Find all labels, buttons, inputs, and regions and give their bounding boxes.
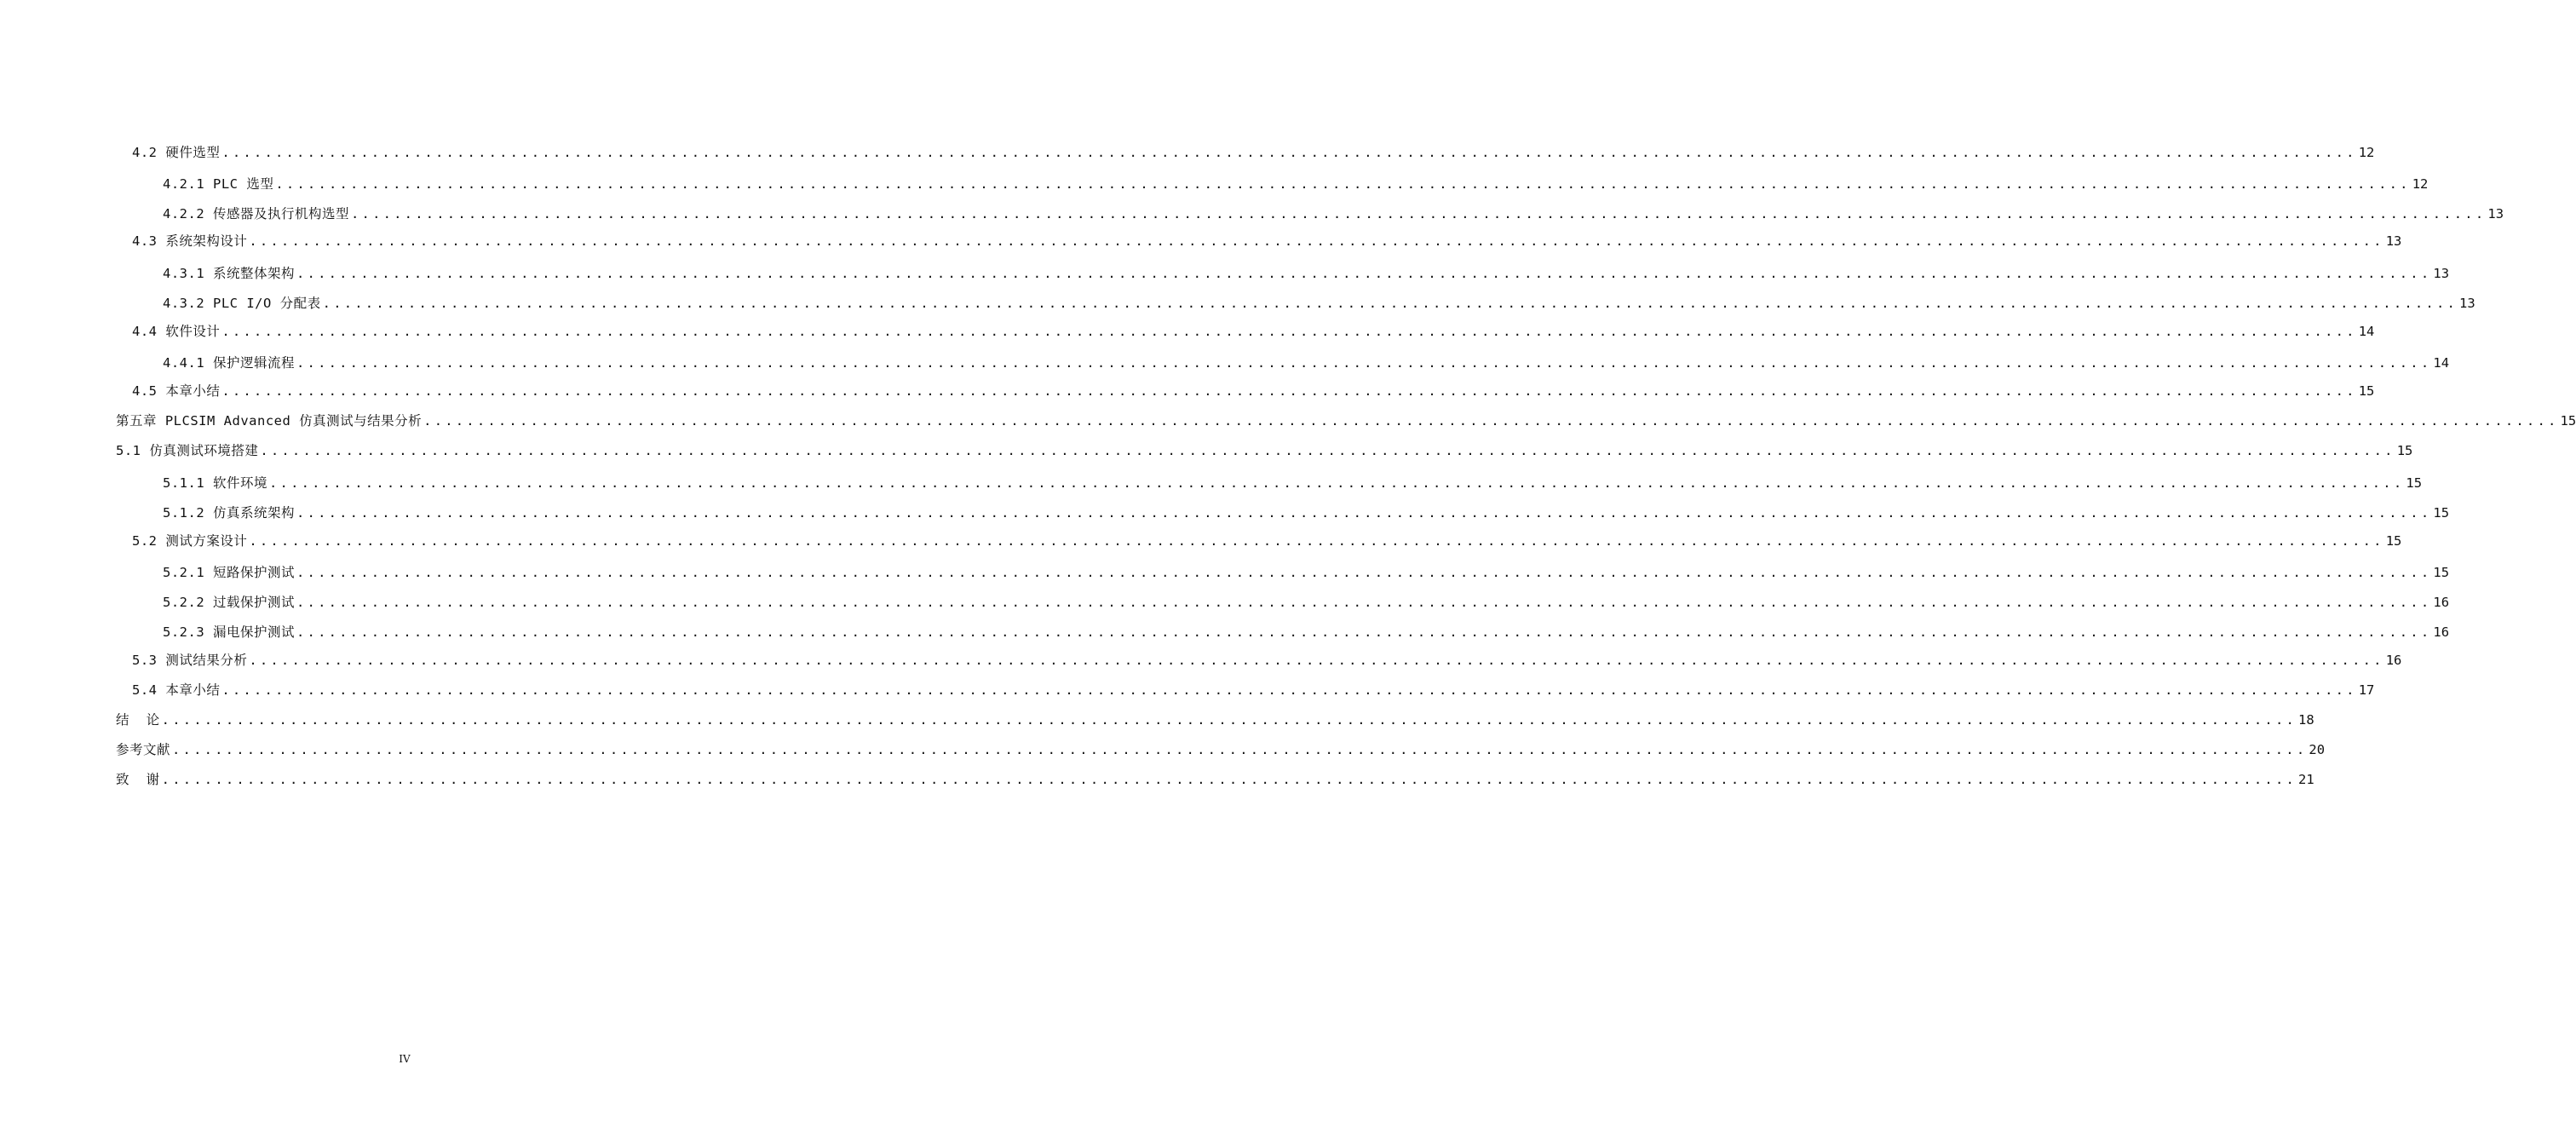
toc-entry[interactable]	[163, 503, 2450, 522]
toc-entry-title: 5.1.1 软件环境	[163, 475, 267, 491]
toc-leader-dots: ........................................................................................................................................................................................................	[221, 383, 2357, 399]
toc-entry[interactable]	[116, 740, 2326, 759]
toc-entry-page: 15	[2396, 443, 2413, 458]
toc-entry-page: 16	[2433, 595, 2450, 610]
toc-leader-dots: ........................................................................................................................................................................................................	[269, 475, 2405, 491]
toc-entry[interactable]	[132, 382, 2375, 400]
toc-entry-title: 4.2 硬件选型	[132, 145, 221, 160]
toc-entry-page: 14	[2433, 355, 2450, 371]
toc-leader-dots: ........................................................................................................................................................................................................	[161, 772, 2297, 787]
toc-entry-page: 15	[2560, 413, 2576, 429]
toc-entry[interactable]	[163, 593, 2450, 612]
toc-entry-title: 4.2.1 PLC 选型	[163, 176, 274, 192]
toc-entry[interactable]	[116, 711, 2314, 729]
toc-leader-dots: ........................................................................................................................................................................................................	[172, 742, 2308, 757]
toc-entry[interactable]	[163, 204, 2504, 223]
toc-entry[interactable]	[132, 651, 2402, 670]
toc-entry-title: 5.1.2 仿真系统架构	[163, 505, 295, 521]
toc-entry-title: 4.2.2 传感器及执行机构选型	[163, 206, 349, 222]
toc-entry-page: 14	[2358, 324, 2375, 339]
toc-entry-page: 16	[2433, 624, 2450, 640]
toc-entry-title: 5.2.3 漏电保护测试	[163, 624, 295, 640]
toc-leader-dots: ........................................................................................................................................................................................................	[296, 595, 2432, 610]
toc-entry[interactable]	[163, 474, 2423, 492]
toc-entry-page: 21	[2298, 772, 2314, 787]
toc-entry[interactable]	[163, 175, 2429, 193]
toc-entry-page: 15	[2406, 475, 2423, 491]
toc-leader-dots: ........................................................................................................................................................................................................	[221, 324, 2357, 339]
toc-entry-title: 结 论	[116, 712, 160, 728]
toc-entry-page: 17	[2358, 682, 2375, 698]
toc-entry-page: 18	[2298, 712, 2314, 728]
toc-leader-dots: ........................................................................................................................................................................................................	[296, 565, 2432, 580]
toc-entry-title: 5.2.2 过载保护测试	[163, 595, 295, 610]
toc-leader-dots: ........................................................................................................................................................................................................	[249, 533, 2384, 549]
toc-entry[interactable]	[163, 563, 2450, 582]
toc-entry[interactable]	[132, 532, 2402, 550]
toc-leader-dots: ........................................................................................................................................................................................................	[221, 682, 2357, 698]
toc-entry-page: 13	[2433, 266, 2450, 281]
toc-leader-dots: ........................................................................................................................................................................................................	[260, 443, 2395, 458]
toc-entry-page: 15	[2385, 533, 2402, 549]
toc-leader-dots: ........................................................................................................................................................................................................	[161, 712, 2297, 728]
toc-leader-dots: ........................................................................................................................................................................................................	[296, 355, 2432, 371]
toc-entry[interactable]	[163, 623, 2450, 642]
toc-entry-page: 15	[2433, 565, 2450, 580]
toc-entry-page: 16	[2385, 653, 2402, 668]
toc-entry[interactable]	[132, 322, 2375, 341]
toc-entry-page: 12	[2358, 145, 2375, 160]
toc-leader-dots: ........................................................................................................................................................................................................	[296, 266, 2432, 281]
toc-entry-title: 参考文献	[116, 742, 171, 757]
toc-entry-page: 13	[2385, 233, 2402, 249]
toc-entry[interactable]	[132, 143, 2375, 162]
toc-entry-title: 4.5 本章小结	[132, 383, 221, 399]
toc-entry-title: 4.3.1 系统整体架构	[163, 266, 295, 281]
toc-entry-title: 4.3 系统架构设计	[132, 233, 248, 249]
toc-entry[interactable]	[163, 294, 2475, 313]
toc-entry-page: 20	[2309, 742, 2326, 757]
toc-leader-dots: ........................................................................................................................................................................................................	[296, 624, 2432, 640]
toc-entry-title: 致 谢	[116, 772, 160, 787]
toc-entry-page: 15	[2358, 383, 2375, 399]
toc-leader-dots: ........................................................................................................................................................................................................	[351, 206, 2487, 222]
toc-entry-page: 13	[2487, 206, 2504, 222]
toc-entry[interactable]	[132, 681, 2375, 699]
toc-entry-title: 5.2 测试方案设计	[132, 533, 248, 549]
toc-entry-title: 4.4 软件设计	[132, 324, 221, 339]
toc-entry[interactable]	[163, 354, 2450, 372]
toc-entry[interactable]	[116, 770, 2314, 789]
toc-entry-title: 5.4 本章小结	[132, 682, 221, 698]
toc-leader-dots: ........................................................................................................................................................................................................	[275, 176, 2411, 192]
page-number: IV	[399, 1053, 411, 1065]
toc-entry[interactable]	[163, 264, 2450, 283]
toc-entry-title: 5.1 仿真测试环境搭建	[116, 443, 259, 458]
toc-entry-title: 4.4.1 保护逻辑流程	[163, 355, 295, 371]
toc-entry-title: 第五章 PLCSIM Advanced 仿真测试与结果分析	[116, 413, 423, 429]
toc-leader-dots: ........................................................................................................................................................................................................	[249, 233, 2384, 249]
toc-entry[interactable]	[116, 411, 2576, 430]
toc-entry-page: 12	[2412, 176, 2429, 192]
toc-entry-page: 13	[2459, 296, 2475, 311]
toc-leader-dots: ........................................................................................................................................................................................................	[322, 296, 2458, 311]
toc-entry-page: 15	[2433, 505, 2450, 521]
toc-entry[interactable]	[132, 232, 2402, 250]
toc-leader-dots: ........................................................................................................................................................................................................	[296, 505, 2432, 521]
toc-entry-title: 5.3 测试结果分析	[132, 653, 248, 668]
toc-leader-dots: ........................................................................................................................................................................................................	[423, 413, 2559, 429]
toc-entry-title: 5.2.1 短路保护测试	[163, 565, 295, 580]
toc-leader-dots: ........................................................................................................................................................................................................	[221, 145, 2357, 160]
toc-leader-dots: ........................................................................................................................................................................................................	[249, 653, 2384, 668]
toc-entry-title: 4.3.2 PLC I/O 分配表	[163, 296, 321, 311]
toc-entry[interactable]	[116, 441, 2413, 460]
